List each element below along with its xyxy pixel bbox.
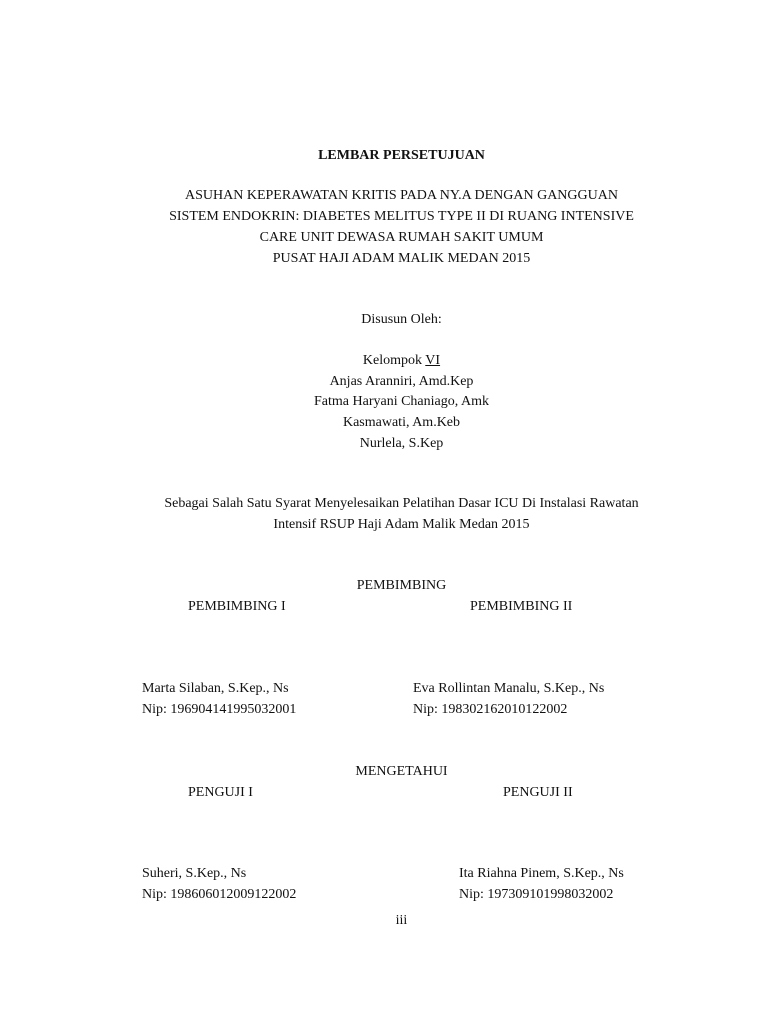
- group-label: [0, 351, 768, 371]
- supervisor-right-role: PEMBIMBING II: [470, 599, 573, 614]
- subject-line-3: CARE UNIT DEWASA RUMAH SAKIT UMUM: [259, 230, 544, 245]
- group-number: VI: [425, 353, 441, 368]
- examiner-right-nip: Nip: 197309101998032002: [459, 887, 614, 902]
- author-4: Nurlela, S.Kep: [359, 436, 444, 451]
- supervisor-right-nip: Nip: 198302162010122002: [413, 702, 568, 717]
- examiner-left-role: PENGUJI I: [188, 785, 253, 800]
- examiner-right-role: PENGUJI II: [503, 785, 573, 800]
- author-2: Fatma Haryani Chaniago, Amk: [314, 394, 489, 409]
- purpose-line-1: Sebagai Salah Satu Syarat Menyelesaikan Pelatihan Dasar ICU Di Instalasi Rawatan: [164, 496, 639, 511]
- author-1: Anjas Aranniri, Amd.Kep: [329, 374, 474, 389]
- authors-intro: Disusun Oleh:: [361, 312, 442, 327]
- supervisor-right-name: Eva Rollintan Manalu, S.Kep., Ns: [413, 681, 605, 696]
- group-prefix: Kelompok: [362, 353, 426, 368]
- author-3: Kasmawati, Am.Keb: [342, 415, 461, 430]
- page-number: iii: [395, 913, 408, 928]
- supervisors-heading: PEMBIMBING: [356, 578, 447, 593]
- page-title: LEMBAR PERSETUJUAN: [318, 148, 485, 163]
- supervisor-left-role: PEMBIMBING I: [188, 599, 286, 614]
- supervisor-left-name: Marta Silaban, S.Kep., Ns: [142, 681, 289, 696]
- purpose-line-2: Intensif RSUP Haji Adam Malik Medan 2015: [273, 517, 530, 532]
- subject-line-2: SISTEM ENDOKRIN: DIABETES MELITUS TYPE II DI RUANG INTENSIVE: [169, 209, 634, 224]
- examiner-left-name: Suheri, S.Kep., Ns: [142, 866, 247, 881]
- supervisor-left-nip: Nip: 196904141995032001: [142, 702, 297, 717]
- subject-line-1: ASUHAN KEPERAWATAN KRITIS PADA NY.A DENGAN GANGGUAN: [185, 188, 618, 203]
- subject-line-4: PUSAT HAJI ADAM MALIK MEDAN 2015: [272, 251, 531, 266]
- examiner-right-name: Ita Riahna Pinem, S.Kep., Ns: [459, 866, 624, 881]
- examiners-heading: MENGETAHUI: [355, 764, 448, 779]
- examiner-left-nip: Nip: 198606012009122002: [142, 887, 297, 902]
